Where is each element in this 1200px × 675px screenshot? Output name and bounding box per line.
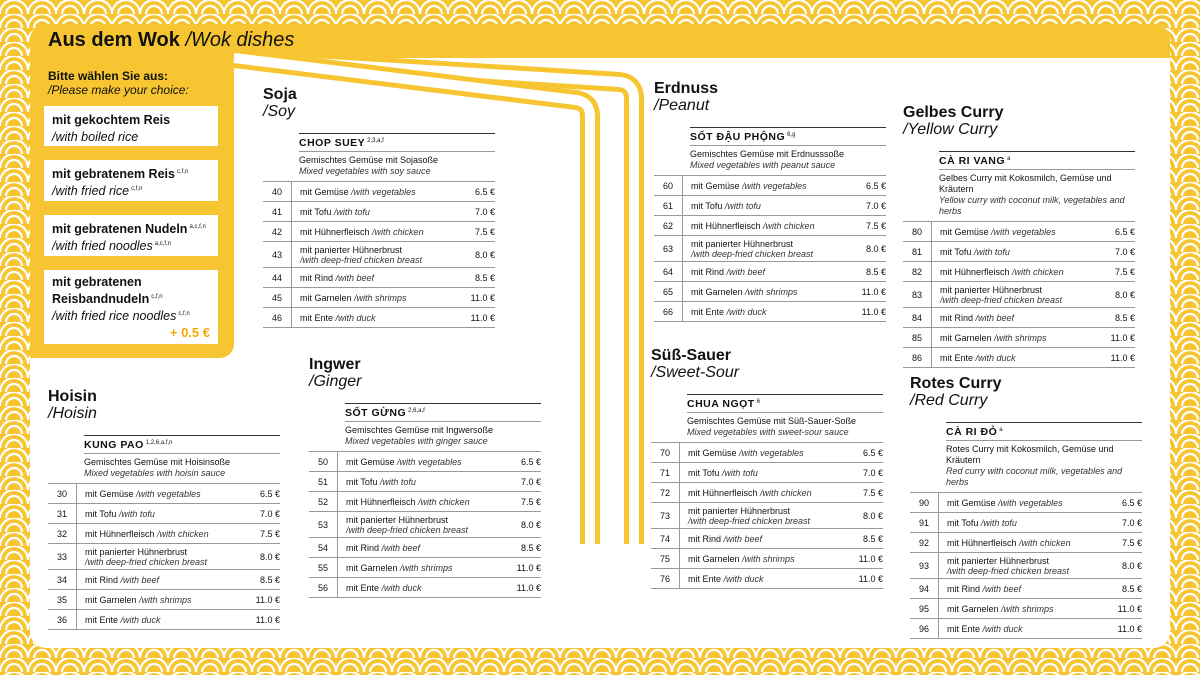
menu-item-row — [910, 552, 1142, 578]
item-number: 54 — [309, 538, 338, 557]
menu-item-row — [903, 281, 1135, 307]
menu-item-row — [48, 609, 280, 630]
item-name: mit Garnelen /with shrimps — [947, 603, 1054, 614]
item-price: 8.5 € — [865, 266, 886, 277]
sauce-name: CHOP SUEY $^{2,3,a,f}$ — [299, 133, 495, 151]
item-price: 8.5 € — [474, 272, 495, 283]
menu-item-row — [309, 557, 541, 577]
item-price: 7.5 € — [865, 220, 886, 231]
item-name: mit Ente /with duck — [947, 623, 1023, 634]
menu-item-row — [263, 241, 495, 267]
menu-item-row — [309, 451, 541, 471]
item-number: 35 — [48, 590, 77, 609]
item-number: 71 — [651, 463, 680, 482]
item-number: 31 — [48, 504, 77, 523]
item-name: mit Garnelen /with shrimps — [940, 332, 1047, 343]
menu-item-row — [903, 307, 1135, 327]
item-number: 30 — [48, 484, 77, 503]
item-name: mit panierter Hühnerbrust /with deep-fried chicken breast — [85, 546, 208, 567]
item-number: 85 — [903, 328, 932, 347]
item-price: 11.0 € — [516, 562, 541, 573]
item-price: 11.0 € — [861, 306, 886, 317]
item-price: 7.5 € — [259, 528, 280, 539]
item-name: mit Tofu /with tofu — [346, 476, 416, 487]
item-name: mit Hühnerfleisch /with chicken — [691, 220, 815, 231]
item-price: 6.5 € — [865, 180, 886, 191]
item-name: mit Gemüse /with vegetables — [940, 226, 1056, 237]
item-name: mit Hühnerfleisch /with chicken — [688, 487, 812, 498]
menu-item-row — [48, 503, 280, 523]
item-name: mit Tofu /with tofu — [688, 467, 758, 478]
item-price: 8.5 € — [1121, 583, 1142, 594]
menu-item-row — [263, 181, 495, 201]
menu-item-row — [903, 327, 1135, 347]
item-price: 7.0 € — [1121, 517, 1142, 528]
section-erdnuss — [654, 80, 886, 322]
menu-item-row — [309, 577, 541, 598]
section-title: Süß-Sauer /Sweet-Sour — [651, 347, 740, 381]
item-number: 84 — [903, 308, 932, 327]
side-option-3 — [44, 215, 218, 256]
section-ingwer — [309, 356, 541, 598]
menu-item-row — [309, 511, 541, 537]
item-name: mit Tofu /with tofu — [85, 508, 155, 519]
menu-item-row — [651, 568, 883, 589]
item-price: 6.5 € — [520, 456, 541, 467]
item-number: 61 — [654, 196, 683, 215]
item-number: 33 — [48, 544, 77, 569]
sauce-name: CHUA NGỌT $^6$ — [687, 394, 883, 412]
menu-item-row — [48, 543, 280, 569]
item-name: mit Rind /with beef — [940, 312, 1015, 323]
item-price: 8.5 € — [520, 542, 541, 553]
item-price: 11.0 € — [516, 582, 541, 593]
item-number: 55 — [309, 558, 338, 577]
item-name: mit Hühnerfleisch /with chicken — [300, 226, 424, 237]
item-price: 8.0 € — [1114, 289, 1135, 300]
item-price: 11.0 € — [1110, 332, 1135, 343]
sauce-name: CÀ RI ĐỎ $^a$ — [946, 422, 1142, 440]
item-number: 36 — [48, 610, 77, 629]
item-name: mit Tofu /with tofu — [300, 206, 370, 217]
sauce-name: SỐT ĐẬU PHỘNG $^{6,g}$ — [690, 127, 886, 145]
item-price: 11.0 € — [861, 286, 886, 297]
item-price: 11.0 € — [858, 553, 883, 564]
menu-item-row — [910, 532, 1142, 552]
item-number: 86 — [903, 348, 932, 367]
item-number: 43 — [263, 242, 292, 267]
side-option-de: mit gebratenem Reis $^{c,f,n}$ — [52, 167, 189, 182]
item-name: mit Rind /with beef — [691, 266, 766, 277]
menu-item-row — [48, 483, 280, 503]
item-price: 11.0 € — [1117, 603, 1142, 614]
item-name: mit Ente /with duck — [691, 306, 767, 317]
side-option-de: mit gebratenen Nudeln $^{a,c,f,n}$ — [52, 222, 206, 237]
menu-item-row — [654, 175, 886, 195]
side-option-en: /with boiled rice — [52, 130, 139, 145]
item-name: mit Rind /with beef — [947, 583, 1022, 594]
item-price: 7.0 € — [862, 467, 883, 478]
item-name: mit Garnelen /with shrimps — [300, 292, 407, 303]
menu-item-row — [263, 221, 495, 241]
side-option-en: /with fried rice noodles $^{c,f,n}$ — [52, 309, 190, 324]
item-number: 75 — [651, 549, 680, 568]
item-name: mit Hühnerfleisch /with chicken — [85, 528, 209, 539]
item-name: mit Garnelen /with shrimps — [691, 286, 798, 297]
item-number: 96 — [910, 619, 939, 638]
sauce-description: Gemischtes Gemüse mit Sojasoße Mixed vegetables with soy sauce — [299, 151, 495, 181]
item-price: 11.0 € — [255, 614, 280, 625]
menu-item-row — [48, 569, 280, 589]
sauce-description: Gemischtes Gemüse mit Süß-Sauer-Soße Mixed vegetables with sweet-sour sauce — [687, 412, 883, 442]
item-name: mit Rind /with beef — [688, 533, 763, 544]
item-name: mit panierter Hühnerbrust /with deep-fried chicken breast — [346, 514, 469, 535]
menu-item-row — [651, 548, 883, 568]
item-price: 11.0 € — [470, 312, 495, 323]
item-name: mit panierter Hühnerbrust /with deep-fried chicken breast — [300, 244, 423, 265]
item-number: 90 — [910, 493, 939, 512]
item-name: mit Tofu /with tofu — [947, 517, 1017, 528]
item-number: 91 — [910, 513, 939, 532]
menu-item-row — [910, 492, 1142, 512]
item-number: 46 — [263, 308, 292, 327]
menu-item-row — [651, 528, 883, 548]
item-number: 63 — [654, 236, 683, 261]
item-name: mit Rind /with beef — [300, 272, 375, 283]
sauce-description: Gelbes Curry mit Kokosmilch, Gemüse und Kräutern Yellow curry with coconut milk, vegetables and herbs — [939, 169, 1135, 221]
item-name: mit Garnelen /with shrimps — [85, 594, 192, 605]
item-number: 82 — [903, 262, 932, 281]
item-name: mit panierter Hühnerbrust /with deep-fried chicken breast — [947, 555, 1070, 576]
menu-item-row — [903, 221, 1135, 241]
menu-card — [30, 24, 1170, 648]
sauce-description: Gemischtes Gemüse mit Erdnusssoße Mixed vegetables with peanut sauce — [690, 145, 886, 175]
item-name: mit Ente /with duck — [940, 352, 1016, 363]
menu-item-row — [48, 523, 280, 543]
item-price: 8.5 € — [1114, 312, 1135, 323]
section-title: Ingwer /Ginger — [309, 356, 362, 390]
item-name: mit Gemüse /with vegetables — [688, 447, 804, 458]
item-name: mit Ente /with duck — [85, 614, 161, 625]
item-number: 66 — [654, 302, 683, 321]
menu-item-row — [910, 512, 1142, 532]
section-title: Gelbes Curry /Yellow Curry — [903, 104, 1004, 138]
item-price: 8.0 € — [259, 551, 280, 562]
item-name: mit Gemüse /with vegetables — [346, 456, 462, 467]
menu-item-row — [263, 287, 495, 307]
side-option-de: mit gebratenen Reisbandnudeln $^{c,f,n}$ — [52, 275, 163, 307]
menu-item-row — [654, 215, 886, 235]
item-price: 7.0 € — [520, 476, 541, 487]
item-name: mit panierter Hühnerbrust /with deep-fried chicken breast — [688, 505, 811, 526]
surcharge-label: + 0.5 € — [169, 325, 210, 340]
item-name: mit Ente /with duck — [688, 573, 764, 584]
sauce-name: CÀ RI VANG $^a$ — [939, 151, 1135, 169]
item-price: 11.0 € — [470, 292, 495, 303]
item-number: 80 — [903, 222, 932, 241]
item-price: 11.0 € — [1117, 623, 1142, 634]
menu-item-row — [309, 491, 541, 511]
item-price: 6.5 € — [862, 447, 883, 458]
item-price: 8.0 € — [865, 243, 886, 254]
item-number: 76 — [651, 569, 680, 588]
item-price: 8.0 € — [862, 510, 883, 521]
menu-item-row — [910, 618, 1142, 639]
item-number: 62 — [654, 216, 683, 235]
menu-item-row — [654, 261, 886, 281]
menu-item-row — [910, 598, 1142, 618]
item-name: mit panierter Hühnerbrust /with deep-fried chicken breast — [691, 238, 814, 259]
section-title: Soja /Soy — [263, 86, 297, 120]
item-price: 6.5 € — [259, 488, 280, 499]
item-price: 6.5 € — [1121, 497, 1142, 508]
side-option-1 — [44, 106, 218, 146]
menu-item-row — [309, 471, 541, 491]
item-number: 32 — [48, 524, 77, 543]
menu-item-row — [651, 442, 883, 462]
side-option-en: /with fried noodles $^{a,c,f,n}$ — [52, 239, 172, 254]
menu-item-row — [903, 261, 1135, 281]
menu-item-row — [263, 307, 495, 328]
menu-item-row — [651, 462, 883, 482]
item-name: mit Gemüse /with vegetables — [85, 488, 201, 499]
item-number: 34 — [48, 570, 77, 589]
item-name: mit Tofu /with tofu — [940, 246, 1010, 257]
item-price: 11.0 € — [255, 594, 280, 605]
item-number: 93 — [910, 553, 939, 578]
item-price: 7.5 € — [862, 487, 883, 498]
item-price: 7.5 € — [1114, 266, 1135, 277]
item-name: mit Gemüse /with vegetables — [300, 186, 416, 197]
menu-item-row — [263, 267, 495, 287]
item-number: 95 — [910, 599, 939, 618]
item-number: 81 — [903, 242, 932, 261]
section-title: Rotes Curry /Red Curry — [910, 375, 1002, 409]
item-price: 7.5 € — [520, 496, 541, 507]
section-suess — [651, 347, 883, 589]
item-name: mit Garnelen /with shrimps — [346, 562, 453, 573]
item-price: 7.0 € — [1114, 246, 1135, 257]
sauce-name: KUNG PAO $^{1,2,6,a,f,n}$ — [84, 435, 280, 453]
side-option-2 — [44, 160, 218, 201]
sauce-description: Rotes Curry mit Kokosmilch, Gemüse und Kräutern Red curry with coconut milk, vegetables and herbs — [946, 440, 1142, 492]
item-price: 6.5 € — [1114, 226, 1135, 237]
item-number: 94 — [910, 579, 939, 598]
item-price: 6.5 € — [474, 186, 495, 197]
menu-item-row — [654, 301, 886, 322]
item-price: 7.5 € — [474, 226, 495, 237]
item-name: mit Hühnerfleisch /with chicken — [947, 537, 1071, 548]
item-name: mit Tofu /with tofu — [691, 200, 761, 211]
side-option-4 — [44, 270, 218, 344]
menu-item-row — [651, 502, 883, 528]
item-number: 60 — [654, 176, 683, 195]
item-name: mit Gemüse /with vegetables — [691, 180, 807, 191]
item-number: 50 — [309, 452, 338, 471]
section-soja — [263, 86, 495, 328]
item-number: 72 — [651, 483, 680, 502]
item-name: mit Rind /with beef — [346, 542, 421, 553]
page-title: Aus dem Wok /Wok dishes — [48, 29, 295, 51]
item-number: 42 — [263, 222, 292, 241]
choice-prompt: Bitte wählen Sie aus: /Please make your choice: — [48, 69, 189, 97]
menu-item-row — [903, 347, 1135, 368]
item-number: 41 — [263, 202, 292, 221]
sauce-name: SỐT GỪNG $^{2,6,a,f}$ — [345, 403, 541, 421]
menu-item-row — [309, 537, 541, 557]
item-price: 8.5 € — [862, 533, 883, 544]
item-name: mit Ente /with duck — [346, 582, 422, 593]
item-number: 73 — [651, 503, 680, 528]
item-number: 51 — [309, 472, 338, 491]
item-price: 7.0 € — [865, 200, 886, 211]
side-option-de: mit gekochtem Reis — [52, 113, 171, 128]
item-price: 11.0 € — [1110, 352, 1135, 363]
item-name: mit panierter Hühnerbrust /with deep-fried chicken breast — [940, 284, 1063, 305]
sauce-description: Gemischtes Gemüse mit Hoisinsoße Mixed vegetables with hoisin sauce — [84, 453, 280, 483]
section-title: Hoisin /Hoisin — [48, 388, 97, 422]
item-number: 44 — [263, 268, 292, 287]
item-number: 40 — [263, 182, 292, 201]
item-name: mit Gemüse /with vegetables — [947, 497, 1063, 508]
item-number: 74 — [651, 529, 680, 548]
item-number: 65 — [654, 282, 683, 301]
menu-item-row — [263, 201, 495, 221]
item-name: mit Hühnerfleisch /with chicken — [940, 266, 1064, 277]
item-number: 56 — [309, 578, 338, 597]
item-price: 7.5 € — [1121, 537, 1142, 548]
item-number: 52 — [309, 492, 338, 511]
side-option-en: /with fried rice $^{c,f,n}$ — [52, 184, 143, 199]
item-price: 7.0 € — [474, 206, 495, 217]
item-price: 8.0 € — [474, 249, 495, 260]
item-name: mit Hühnerfleisch /with chicken — [346, 496, 470, 507]
item-number: 53 — [309, 512, 338, 537]
item-price: 8.5 € — [259, 574, 280, 585]
section-rotes — [910, 375, 1142, 639]
item-number: 83 — [903, 282, 932, 307]
item-name: mit Garnelen /with shrimps — [688, 553, 795, 564]
menu-item-row — [654, 195, 886, 215]
item-number: 92 — [910, 533, 939, 552]
item-price: 11.0 € — [858, 573, 883, 584]
menu-item-row — [910, 578, 1142, 598]
item-price: 8.0 € — [520, 519, 541, 530]
item-name: mit Ente /with duck — [300, 312, 376, 323]
menu-item-row — [903, 241, 1135, 261]
menu-item-row — [654, 235, 886, 261]
item-name: mit Rind /with beef — [85, 574, 160, 585]
item-number: 70 — [651, 443, 680, 462]
section-hoisin — [48, 388, 280, 630]
menu-item-row — [651, 482, 883, 502]
sauce-description: Gemischtes Gemüse mit Ingwersoße Mixed vegetables with ginger sauce — [345, 421, 541, 451]
item-number: 45 — [263, 288, 292, 307]
item-price: 7.0 € — [259, 508, 280, 519]
menu-item-row — [48, 589, 280, 609]
section-title: Erdnuss /Peanut — [654, 80, 719, 114]
menu-item-row — [654, 281, 886, 301]
item-price: 8.0 € — [1121, 560, 1142, 571]
item-number: 64 — [654, 262, 683, 281]
section-gelbes — [903, 104, 1135, 368]
